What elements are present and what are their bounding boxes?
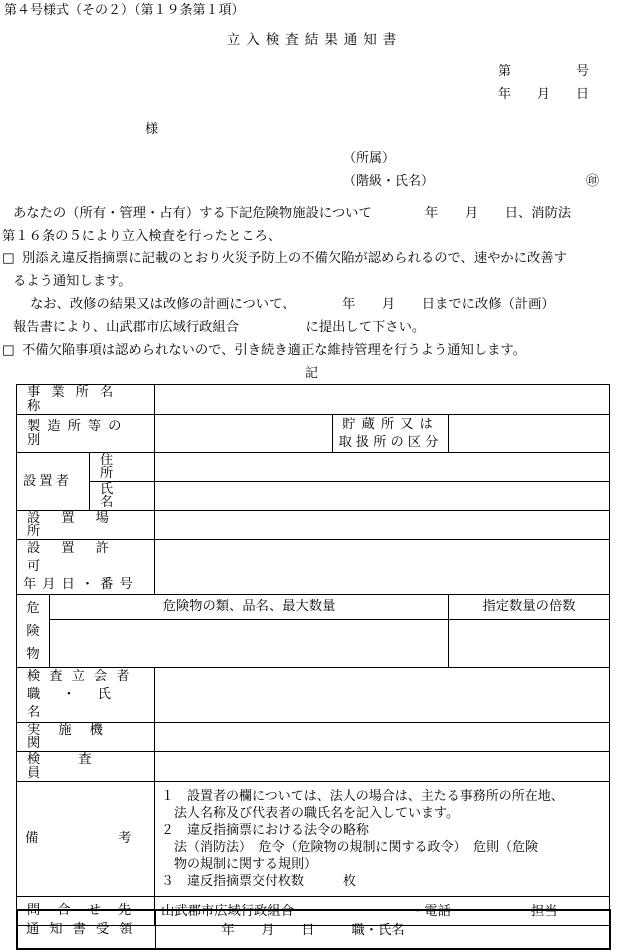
affiliation-label: （所属）	[343, 151, 396, 166]
document-title: 立入検査結果通知書	[226, 32, 403, 48]
witness-label: 検査立会者 職・氏名	[17, 668, 155, 723]
facility-type-label: 製造所等の別	[17, 415, 155, 453]
address-field[interactable]	[155, 453, 610, 482]
remarks-line: 法（消防法） 危令（危険物の規制に関する政令） 危則（危険	[161, 840, 539, 855]
business-name-label: 事業所名称	[17, 385, 155, 415]
multiple-field[interactable]	[449, 620, 610, 668]
form-number-label: 第４号様式（その２）（第１９条第１項）	[4, 3, 245, 18]
multiple-header: 指定数量の倍数	[449, 595, 610, 620]
deficiency-text-line-1: 別添え違反指摘票に記載のとおり火災予防上の不備欠陥が認められるので、速やかに改善す	[22, 251, 567, 266]
installer-label: 設置者	[17, 453, 90, 511]
hazmat-header: 危険物の類、品名、最大数量	[50, 595, 449, 620]
row-agency	[17, 723, 610, 752]
name-label: 氏名	[90, 482, 155, 511]
ki-label: 記	[305, 366, 319, 381]
no-deficiency-text: 不備欠陥事項は認められないので、引き続き適正な維持管理を行うよう通知します。	[22, 343, 526, 358]
document-number-label: 第 号	[498, 64, 590, 79]
receipt-label: 通知書受領	[17, 910, 155, 949]
row-hazmat-values	[17, 620, 610, 668]
remarks-line: １ 設置者の欄については、法人の場合は、主たる事務所の所在地、	[161, 789, 564, 804]
row-installer-name	[17, 482, 610, 511]
row-permit	[17, 540, 610, 595]
receipt-table	[16, 909, 611, 950]
location-label: 設置場所	[17, 511, 155, 540]
row-hazmat-header	[17, 595, 610, 620]
row-business-name	[17, 385, 610, 415]
remarks-content	[155, 782, 610, 897]
contact-person-label: 担当	[531, 904, 558, 919]
hazmat-field[interactable]	[50, 620, 449, 668]
storage-type-field[interactable]	[449, 415, 610, 453]
location-field[interactable]	[155, 511, 610, 540]
remarks-line: ２ 違反指摘票における法令の略称	[161, 823, 370, 838]
inspector-field[interactable]	[155, 752, 610, 782]
inspector-label: 検査員	[17, 752, 155, 782]
document-date-label: 年 月 日	[498, 87, 590, 102]
remarks-line: 物の規制に関する規則）	[161, 857, 318, 872]
receipt-date: 年 月 日	[221, 923, 315, 938]
remarks-line: ３ 違反指摘票交付枚数 枚	[161, 874, 357, 889]
row-inspector	[17, 752, 610, 782]
permit-field[interactable]	[155, 540, 610, 595]
row-witness	[17, 668, 610, 723]
deficiency-text-line-4: 報告書により、山武郡市広域行政組合 に提出して下さい。	[13, 320, 426, 335]
agency-label: 実施機関	[17, 723, 155, 752]
inspection-table	[16, 384, 610, 926]
name-field[interactable]	[155, 482, 610, 511]
witness-field[interactable]	[155, 668, 610, 723]
deficiency-text-line-3: なお、改修の結果又は改修の計画について、 年 月 日までに改修（計画）	[30, 297, 555, 312]
business-name-field[interactable]	[155, 385, 610, 415]
facility-type-field[interactable]	[155, 415, 333, 453]
seal-mark: ㊞	[586, 174, 600, 189]
row-facility-type	[17, 415, 610, 453]
hazmat-label: 危 険 物	[17, 595, 50, 668]
body-line-1: あなたの（所有・管理・占有）する下記危険物施設について 年 月 日、消防法	[13, 206, 572, 221]
body-line-2: 第１６条の５により立入検査を行ったところ、	[2, 229, 282, 244]
receipt-rank-name: 職・氏名	[351, 923, 405, 938]
checkbox-deficiency[interactable]: □	[2, 251, 15, 266]
contact-org: 山武郡市広域行政組合	[161, 904, 294, 919]
agency-field[interactable]	[155, 723, 610, 752]
row-remarks	[17, 782, 610, 897]
deficiency-text-line-2: るよう通知します。	[13, 274, 132, 289]
remarks-line: 法人名称及び代表者の職氏名を記入しています。	[161, 806, 459, 821]
permit-label: 設置許可 年月日・番号	[17, 540, 155, 595]
address-label: 住所	[90, 453, 155, 482]
rank-name-label: （階級・氏名）	[343, 174, 435, 189]
row-location	[17, 511, 610, 540]
storage-type-label: 貯蔵所又は 取扱所の区分	[333, 415, 449, 453]
contact-phone-label: ・電話	[411, 904, 451, 919]
remarks-label: 備 考	[17, 782, 155, 897]
addressee-suffix: 様	[145, 122, 159, 137]
row-installer-address	[17, 453, 610, 482]
contact-label: 問合せ先	[17, 897, 155, 926]
checkbox-no-deficiency[interactable]: □	[2, 343, 15, 358]
receipt-field[interactable]	[155, 910, 610, 949]
